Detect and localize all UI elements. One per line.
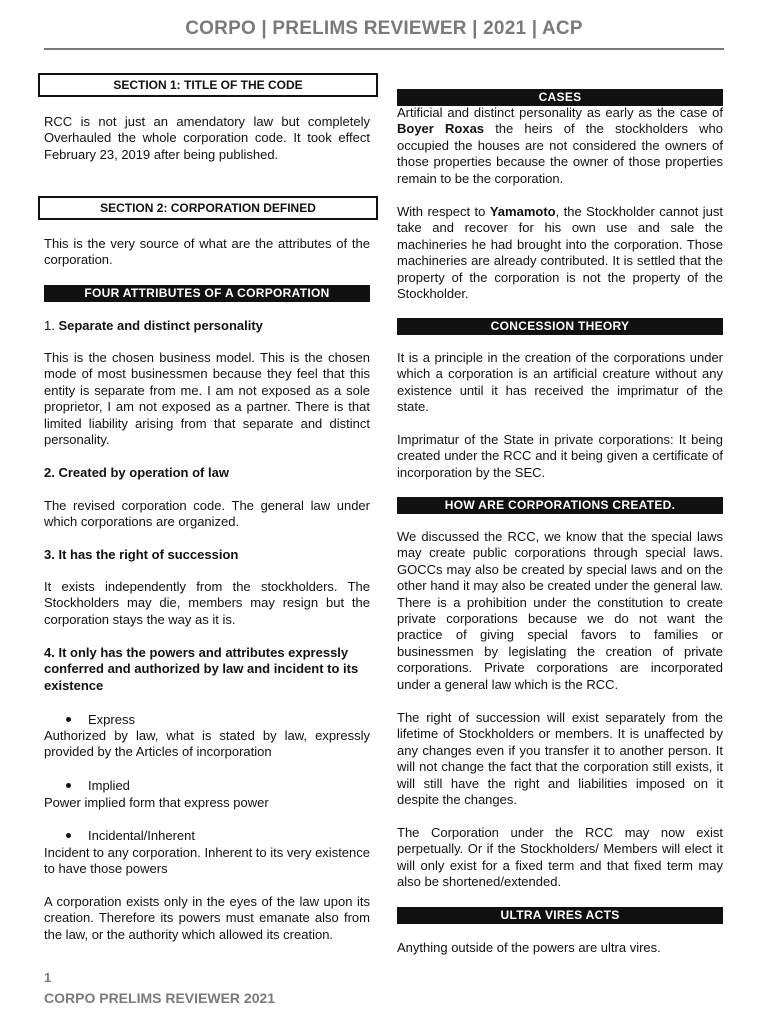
incidental-text: Incident to any corporation. Inherent to its very existence to have those powers <box>44 845 370 877</box>
header-rule <box>44 48 724 50</box>
bullet-dot-icon <box>66 783 71 788</box>
bullet-express <box>66 712 135 728</box>
concession-paragraph-2: Imprimatur of the State in private corporations: It being created under the RCC and it being given a certificate of incorporation by the SEC. <box>397 432 723 480</box>
implied-text: Power implied form that express power <box>44 795 269 810</box>
attribute-3-title <box>44 547 370 563</box>
attribute-2-title <box>44 465 370 481</box>
attributes-heading: FOUR ATTRIBUTES OF A CORPORATION <box>44 285 370 302</box>
attribute-3-text: It exists independently from the stockholders. The Stockholders may die, members may resign but the corporation stays the way as it is. <box>44 579 370 627</box>
attribute-3-label: 3. It has the right of succession <box>44 547 239 562</box>
section-1-heading: SECTION 1: TITLE OF THE CODE <box>38 73 378 97</box>
express-text: Authorized by law, what is stated by law, expressly provided by the Articles of incorporation <box>44 728 370 760</box>
attribute-1-title <box>44 318 370 334</box>
bullet-dot-icon <box>66 833 71 838</box>
case-name-boyer-roxas: Boyer Roxas <box>397 121 485 137</box>
attribute-1-label: Separate and distinct personality <box>58 318 263 333</box>
page-footer: CORPO PRELIMS REVIEWER 2021 <box>44 990 276 1006</box>
how-created-paragraph-3: The Corporation under the RCC may now exist perpetually. Or if the Stockholders/ Members will elect it will only exist for a fixed term and that fixed term may also be shortened/extended. <box>397 825 723 890</box>
cases-p1-intro: Artificial and distinct personality as early as the case of <box>397 105 723 120</box>
closing-paragraph: A corporation exists only in the eyes of the law upon its creation. Therefore its powers must emanate also from the law, or the authority which allowed its creation. <box>44 894 370 942</box>
attribute-2-label: 2. Created by operation of law <box>44 465 229 480</box>
attribute-1-text: This is the chosen business model. This is the chosen mode of most businessmen because they feel that this entity is separate from me. I am not exposed as a sole proprietor, I am not exposed as a partner. There is that limited liability arising from that separate and distinct personality. <box>44 350 370 448</box>
cases-p2-intro: With respect to <box>397 204 490 219</box>
case-name-yamamoto: Yamamoto <box>489 204 556 219</box>
section-2-text: This is the very source of what are the attributes of the corporation. <box>44 236 370 268</box>
ultra-vires-heading: ULTRA VIRES ACTS <box>397 907 723 924</box>
how-created-paragraph-1: We discussed the RCC, we know that the special laws may create public corporations through special laws. GOCCs may also be created by special laws and on the other hand it may also be created under the general law. There is a prohibition under the constitution to create private corporations because we do not want the practice of giving special favors to families or businessmen by legislating the creation of private corporations. Private corporations are incorporated under a general law which is the RCC. <box>397 529 723 692</box>
page-header: CORPO | PRELIMS REVIEWER | 2021 | ACP <box>185 18 583 39</box>
attribute-4-title <box>44 645 370 694</box>
how-created-heading: HOW ARE CORPORATIONS CREATED. <box>397 497 723 514</box>
page-number: 1 <box>44 970 52 985</box>
section-2-heading: SECTION 2: CORPORATION DEFINED <box>38 196 378 220</box>
bullet-dot-icon <box>66 717 71 722</box>
how-created-paragraph-2: The right of succession will exist separately from the lifetime of Stockholders or members. It is unaffected by any changes even if you transfer it to another person. It will not change the fact that the corporation still exists, it will still have the right and liabilities imposed on it despite the changes. <box>397 710 723 808</box>
cases-paragraph-2 <box>397 204 723 302</box>
ultra-vires-paragraph: Anything outside of the powers are ultra vires. <box>397 940 661 955</box>
cases-heading: CASES <box>397 89 723 106</box>
attribute-1-number: 1. <box>44 318 59 333</box>
bullet-implied-label: Implied <box>88 778 130 793</box>
attribute-4-label: 4. It only has the powers and attributes expressly conferred and authorized by law and incident to its existence <box>44 645 359 693</box>
attribute-2-text: The revised corporation code. The general law under which corporations are organized. <box>44 498 370 530</box>
bullet-express-label: Express <box>88 712 135 727</box>
bullet-implied <box>66 778 130 794</box>
cases-p1-rest: the heirs of the stockholders who occupied the houses are not considered the owners of those properties because the owner of those properties remain to be the corporation. <box>397 121 723 186</box>
bullet-incidental <box>66 828 195 844</box>
concession-theory-heading: CONCESSION THEORY <box>397 318 723 335</box>
cases-p2-rest: , the Stockholder cannot just take and recover for his own use and sale the machineries he had brought into the corporation. Those machineries are already contributed. It is settled that the property of the corporation is not the property of the Stockholder. <box>397 204 724 302</box>
section-1-text: RCC is not just an amendatory law but completely Overhauled the whole corporation code. It took effect February 23, 2019 after being published. <box>44 114 370 162</box>
concession-paragraph-1: It is a principle in the creation of the corporations under which a corporation is an artificial creature without any existence until it has received the imprimatur of the state. <box>397 350 723 415</box>
cases-paragraph-1 <box>397 105 723 187</box>
bullet-incidental-label: Incidental/Inherent <box>88 828 195 843</box>
